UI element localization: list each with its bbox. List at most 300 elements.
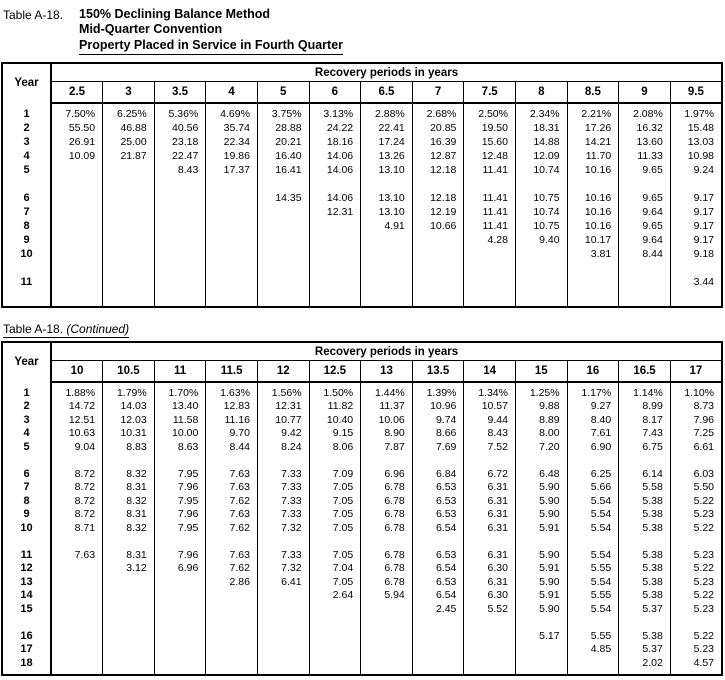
rate-cell [309,247,361,261]
rate-cell: 9.65 [619,163,671,177]
rate-cell: 5.90 [515,575,567,589]
rate-cell: 5.23 [693,602,714,615]
recovery-period-column-header: 10.5 [103,361,155,382]
spacer-cell [206,177,258,191]
rate-cell: 7.62 [206,561,258,575]
rate-cell: 6.48 [515,467,567,481]
rate-cell: 9.64 [619,233,671,247]
spacer-cell [51,261,103,275]
spacer-cell [103,534,155,548]
year-cell: 5 [2,163,51,177]
spacer-cell [670,534,722,548]
rate-cell: 6.25 [567,467,619,481]
spacer-cell [2,615,51,629]
rate-cell [154,233,206,247]
spacer-cell [154,177,206,191]
rate-cell [206,205,258,219]
rate-cell [412,275,464,289]
rate-cell: 6.53 [412,575,464,589]
rate-cell [154,247,206,261]
rate-cell: 5.38 [619,548,671,562]
rate-cell [206,233,258,247]
rate-cell: 5.54 [567,575,619,589]
rate-cell: 5.91 [515,561,567,575]
rate-cell: 2.88% [361,107,413,121]
rate-cell: 11.16 [206,413,258,427]
rate-cell [103,163,155,177]
rate-cell: 8.32 [103,521,155,535]
rate-cell: 7.09 [309,467,361,481]
rate-cell: 13.10 [361,163,413,177]
rate-cell: 5.23 [693,643,714,655]
rate-cell: 9.27 [567,399,619,413]
rate-cell: 5.55 [567,588,619,602]
rate-cell: 2.50% [464,107,516,121]
rate-cell: 1.25% [515,386,567,400]
year-cell: 9 [2,507,51,521]
rate-cell: 7.62 [206,521,258,535]
rate-cell [154,191,206,205]
spacer-row [2,669,722,675]
rate-cell: 7.63 [206,507,258,521]
table-row-year-13 [2,575,722,589]
rate-cell: 19.50 [464,121,516,135]
rate-cell: 5.54 [567,507,619,521]
rate-cell: 7.63 [206,480,258,494]
rate-cell: 1.79% [103,386,155,400]
spacer-row [2,177,722,191]
table2-recovery-periods-header: Recovery periods in years [51,342,722,361]
recovery-period-column-header: 17 [670,361,722,382]
spacer-cell [567,289,619,307]
spacer-cell [619,615,671,629]
rate-cell: 10.63 [51,426,103,440]
rate-cell: 7.52 [464,440,516,454]
rate-cell [464,275,516,289]
rate-cell: 7.05 [309,480,361,494]
table-row-year-7 [2,480,722,494]
recovery-period-column-header: 7 [412,82,464,103]
spacer-cell [257,669,309,675]
rate-cell: 21.87 [103,149,155,163]
rate-cell: 9.64 [619,205,671,219]
rate-cell [154,602,206,616]
rate-cell: 5.22 [693,562,714,574]
rate-cell: 8.90 [361,426,413,440]
rate-cell: 5.90 [515,480,567,494]
spacer-cell [206,453,258,467]
rate-cell: 7.05 [309,494,361,508]
rate-cell: 18.31 [515,121,567,135]
rate-cell: 20.85 [412,121,464,135]
spacer-cell [309,177,361,191]
rate-cell: 12.83 [206,399,258,413]
spacer-row [2,261,722,275]
rate-cell [309,233,361,247]
rate-cell: 5.38 [619,494,671,508]
rate-cell: 2.45 [412,602,464,616]
rate-cell: 8.17 [619,413,671,427]
rate-cell: 6.90 [567,440,619,454]
rate-cell [309,642,361,656]
rate-cell: 24.22 [309,121,361,135]
rate-cell: 5.23 [693,508,714,520]
rate-cell [51,191,103,205]
year-cell: 18 [2,656,51,670]
spacer-cell [206,615,258,629]
rate-cell: 14.06 [309,191,361,205]
spacer-row [2,615,722,629]
rate-cell: 8.31 [103,507,155,521]
spacer-cell [2,669,51,675]
table-row-year-2 [2,121,722,135]
recovery-period-column-header: 9.5 [670,82,722,103]
rate-cell: 11.41 [464,219,516,233]
rate-cell: 6.96 [361,467,413,481]
rate-cell: 10.96 [412,399,464,413]
rate-cell [361,602,413,616]
rate-cell [567,656,619,670]
table-row-year-12 [2,561,722,575]
rate-cell: 5.90 [515,548,567,562]
rate-cell: 7.43 [619,426,671,440]
rate-cell [515,642,567,656]
rate-cell: 8.06 [309,440,361,454]
recovery-period-column-header: 9 [619,82,671,103]
rate-cell: 1.10% [684,386,714,399]
year-cell: 17 [2,642,51,656]
spacer-cell [154,615,206,629]
year-cell: 3 [2,413,51,427]
rate-cell: 10.00 [154,426,206,440]
rate-cell: 26.91 [51,135,103,149]
table-row-year-6 [2,467,722,481]
rate-cell: 7.33 [257,480,309,494]
rate-cell [103,602,155,616]
rate-cell: 2.02 [619,656,671,670]
rate-cell: 10.75 [515,191,567,205]
rate-cell: 25.00 [103,135,155,149]
rate-cell [206,219,258,233]
rate-cell: 9.40 [515,233,567,247]
spacer-cell [515,177,567,191]
rate-cell [206,656,258,670]
spacer-cell [464,177,516,191]
rate-cell: 13.03 [687,135,714,148]
spacer-cell [309,289,361,307]
rate-cell [103,205,155,219]
rate-cell [103,629,155,643]
rate-cell [515,275,567,289]
spacer-cell [309,261,361,275]
table-row-year-5 [2,163,722,177]
year-cell: 14 [2,588,51,602]
rate-cell: 16.40 [257,149,309,163]
spacer-cell [567,669,619,675]
year-cell: 4 [2,149,51,163]
table-row-year-8 [2,219,722,233]
rate-cell: 8.71 [51,521,103,535]
rate-cell [412,247,464,261]
rate-cell [206,588,258,602]
table-row-year-4 [2,149,722,163]
rate-cell: 18.16 [309,135,361,149]
rate-cell: 7.33 [257,494,309,508]
rate-cell: 1.34% [464,386,516,400]
rate-cell: 8.44 [206,440,258,454]
rate-cell [515,247,567,261]
rate-cell [51,247,103,261]
spacer-cell [412,453,464,467]
rate-cell: 5.38 [619,507,671,521]
rate-cell [257,602,309,616]
rate-cell: 6.96 [154,561,206,575]
spacer-cell [670,177,722,191]
rate-cell [206,191,258,205]
rate-cell: 13.10 [361,205,413,219]
year-cell: 12 [2,561,51,575]
spacer-cell [361,289,413,307]
table-row-year-11 [2,548,722,562]
rate-cell [103,656,155,670]
rate-cell: 11.41 [464,163,516,177]
rate-cell: 10.16 [567,191,619,205]
table-row-year-14 [2,588,722,602]
rate-cell: 3.13% [309,107,361,121]
table-row-year-9 [2,507,722,521]
table-row-year-9 [2,233,722,247]
rate-cell: 6.30 [464,561,516,575]
rate-cell: 13.10 [361,191,413,205]
year-cell: 15 [2,602,51,616]
rate-cell: 6.78 [361,561,413,575]
table-row-year-7 [2,205,722,219]
rate-cell: 23.18 [154,135,206,149]
rate-cell: 1.50% [309,386,361,400]
rate-cell [154,629,206,643]
year-cell: 11 [2,548,51,562]
spacer-cell [2,289,51,307]
spacer-cell [567,615,619,629]
rate-cell: 6.31 [464,521,516,535]
spacer-cell [103,177,155,191]
spacer-cell [670,453,722,467]
rate-cell: 2.86 [206,575,258,589]
rate-cell: 5.91 [515,521,567,535]
spacer-cell [412,669,464,675]
recovery-period-column-header: 4 [206,82,258,103]
spacer-cell [361,261,413,275]
table-row-year-15 [2,602,722,616]
table2-year-header: Year [2,342,51,382]
rate-cell [361,275,413,289]
spacer-cell [464,669,516,675]
spacer-cell [619,177,671,191]
rate-cell [51,642,103,656]
rate-cell: 10.09 [51,149,103,163]
table-row-year-16 [2,629,722,643]
depreciation-table-quarter4 [1,62,723,308]
rate-cell: 7.87 [361,440,413,454]
rate-cell: 10.06 [361,413,413,427]
rate-cell: 7.96 [154,507,206,521]
rate-cell: 8.31 [103,548,155,562]
rate-cell [206,247,258,261]
depreciation-table-quarter4-continued [1,341,723,677]
table-row-year-4 [2,426,722,440]
table-row-year-17 [2,642,722,656]
rate-cell: 7.33 [257,507,309,521]
rate-cell: 5.90 [515,507,567,521]
table1-title-line1: 150% Declining Balance Method [79,7,271,21]
rate-cell: 4.69% [206,107,258,121]
spacer-cell [103,669,155,675]
rate-cell: 14.03 [103,399,155,413]
rate-cell: 14.72 [51,399,103,413]
recovery-period-column-header: 10 [51,361,103,382]
rate-cell: 8.44 [619,247,671,261]
recovery-period-column-header: 3 [103,82,155,103]
rate-cell: 9.74 [412,413,464,427]
rate-cell: 5.36% [154,107,206,121]
rate-cell: 9.04 [51,440,103,454]
spacer-cell [361,534,413,548]
year-cell: 4 [2,426,51,440]
rate-cell [464,656,516,670]
rate-cell: 7.05 [309,521,361,535]
rate-cell: 10.77 [257,413,309,427]
rate-cell: 6.31 [464,575,516,589]
rate-cell: 6.31 [464,480,516,494]
rate-cell: 8.66 [412,426,464,440]
recovery-period-column-header: 3.5 [154,82,206,103]
table1-column-headers [2,82,722,103]
rate-cell: 6.53 [412,548,464,562]
rate-cell: 8.00 [515,426,567,440]
rate-cell: 12.09 [515,149,567,163]
table1-label: Table A-18. [3,8,64,22]
rate-cell: 9.17 [693,233,714,246]
rate-cell [51,575,103,589]
year-cell: 5 [2,440,51,454]
rate-cell: 8.89 [515,413,567,427]
rate-cell: 6.54 [412,521,464,535]
rate-cell: 1.39% [412,386,464,400]
rate-cell: 5.90 [515,602,567,616]
rate-cell: 7.69 [412,440,464,454]
rate-cell: 17.24 [361,135,413,149]
rate-cell: 8.31 [103,480,155,494]
year-cell: 6 [2,467,51,481]
spacer-cell [515,261,567,275]
rate-cell [154,275,206,289]
spacer-cell [103,261,155,275]
rate-cell: 3.12 [103,561,155,575]
spacer-cell [154,289,206,307]
recovery-period-column-header: 16 [567,361,619,382]
rate-cell [257,233,309,247]
rate-cell: 7.33 [257,467,309,481]
rate-cell: 10.31 [103,426,155,440]
recovery-period-column-header: 12 [257,361,309,382]
table1-body [2,103,722,307]
spacer-row [2,289,722,307]
rate-cell [103,275,155,289]
rate-cell [257,656,309,670]
rate-cell: 12.18 [412,163,464,177]
spacer-cell [619,669,671,675]
rate-cell: 6.31 [464,507,516,521]
rate-cell: 7.05 [309,507,361,521]
rate-cell: 7.95 [154,467,206,481]
rate-cell: 8.43 [464,426,516,440]
recovery-period-column-header: 5 [257,82,309,103]
rate-cell: 5.50 [693,481,714,493]
rate-cell: 15.60 [464,135,516,149]
rate-cell: 4.85 [567,642,619,656]
rate-cell: 6.78 [361,480,413,494]
spacer-cell [567,534,619,548]
table1-title-lines [79,7,343,55]
rate-cell: 8.24 [257,440,309,454]
recovery-period-column-header: 2.5 [51,82,103,103]
spacer-cell [257,615,309,629]
spacer-cell [670,669,722,675]
rate-cell: 10.74 [515,163,567,177]
year-cell: 1 [2,107,51,121]
rate-cell [309,602,361,616]
rate-cell: 6.25% [103,107,155,121]
table2-title-block [3,322,724,338]
rate-cell: 5.23 [693,575,714,588]
rate-cell [515,656,567,670]
rate-cell: 5.91 [515,588,567,602]
spacer-cell [154,534,206,548]
rate-cell: 22.41 [361,121,413,135]
rate-cell: 46.88 [103,121,155,135]
rate-cell: 14.88 [515,135,567,149]
rate-cell: 8.72 [51,480,103,494]
rate-cell: 14.35 [257,191,309,205]
spacer-cell [257,289,309,307]
rate-cell: 1.88% [51,386,103,400]
rate-cell: 6.31 [464,494,516,508]
spacer-cell [361,177,413,191]
spacer-cell [51,669,103,675]
year-cell: 10 [2,247,51,261]
spacer-cell [51,615,103,629]
rate-cell: 8.63 [154,440,206,454]
spacer-cell [206,534,258,548]
rate-cell: 10.40 [309,413,361,427]
recovery-period-column-header: 7.5 [464,82,516,103]
rate-cell: 12.87 [412,149,464,163]
rate-cell: 9.15 [309,426,361,440]
rate-cell [103,575,155,589]
recovery-period-column-header: 11.5 [206,361,258,382]
spacer-cell [2,261,51,275]
rate-cell: 5.54 [567,521,619,535]
table1-header-row-top [2,63,722,82]
spacer-cell [309,534,361,548]
rate-cell: 16.32 [619,121,671,135]
year-cell: 9 [2,233,51,247]
rate-cell: 9.65 [619,219,671,233]
rate-cell: 6.53 [412,494,464,508]
spacer-cell [412,615,464,629]
rate-cell [309,275,361,289]
rate-cell: 6.03 [693,467,714,480]
